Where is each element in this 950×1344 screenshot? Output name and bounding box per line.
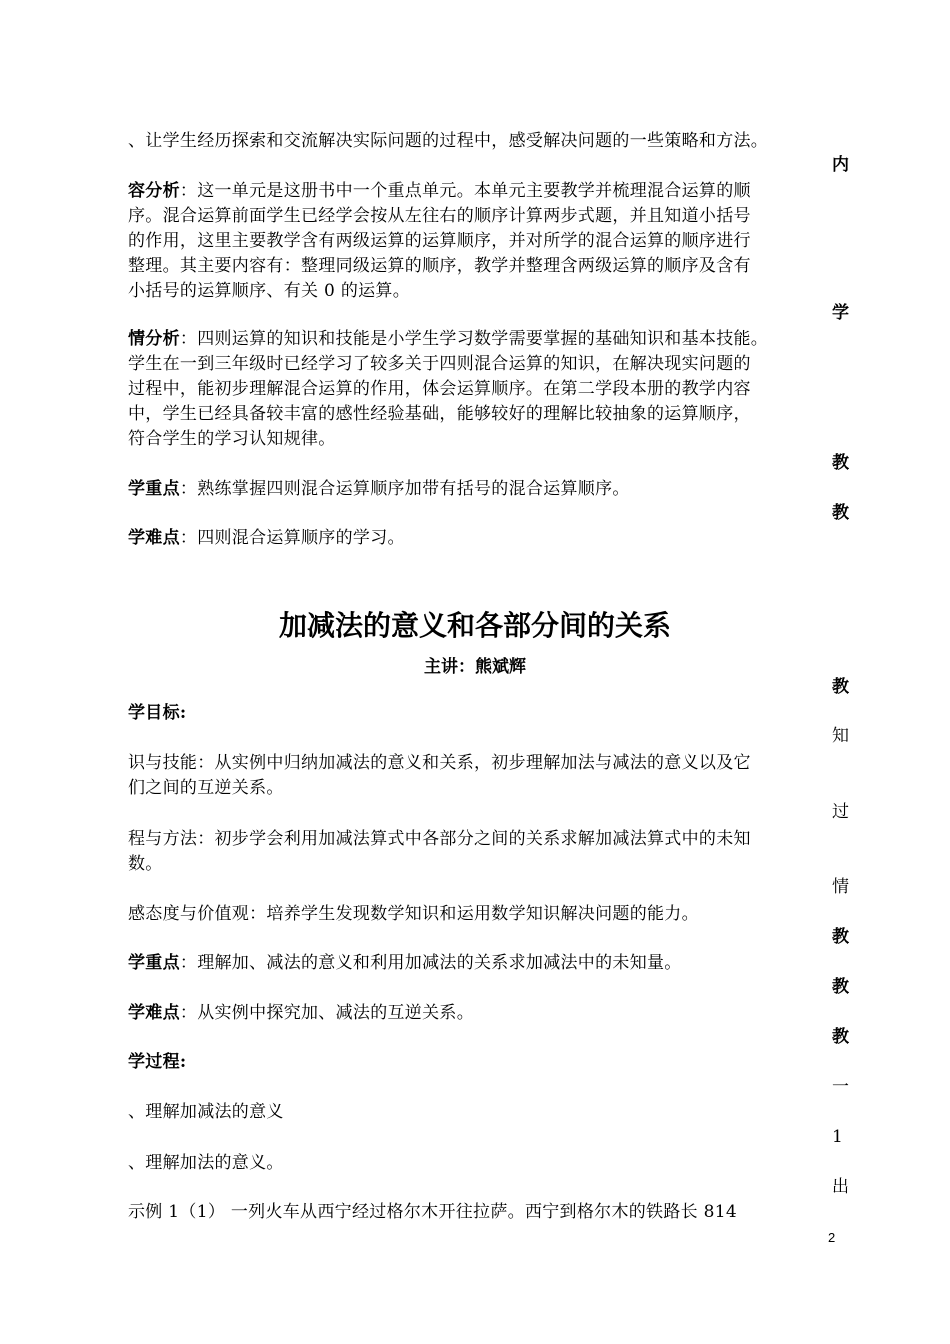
content-analysis-label: 容分析: [128, 181, 180, 201]
learner-analysis-label: 情分析: [128, 329, 180, 349]
goal-knowledge-line: 识与技能：从实例中归纳加减法的意义和关系，初步理解加法与减法的意义以及它: [128, 753, 751, 773]
margin-char: 一: [832, 1077, 849, 1097]
margin-char: 教: [832, 927, 849, 947]
margin-char: 学: [832, 303, 849, 323]
goal-knowledge-line: 们之间的互逆关系。: [128, 778, 284, 798]
content-analysis-line: 的作用，这里主要教学含有两级运算的运算顺序，并对所学的混合运算的顺序进行: [128, 231, 751, 251]
margin-char: 知: [832, 726, 849, 746]
margin-char: 教: [832, 1027, 849, 1047]
content-analysis-line: 容分析：这一单元是这册书中一个重点单元。本单元主要教学并梳理混合运算的顺: [128, 181, 751, 201]
margin-char: 教: [832, 503, 849, 523]
lesson-title: 加减法的意义和各部分间的关系: [278, 609, 671, 642]
content-analysis-line: 小括号的运算顺序、有关 0 的运算。: [128, 281, 411, 301]
key-point-label: 学重点: [128, 479, 180, 499]
speaker: 主讲：熊斌辉: [424, 657, 526, 677]
margin-char: 情: [832, 877, 849, 897]
content-analysis-line: 序。混合运算前面学生已经学会按从左往右的顺序计算两步式题，并且知道小括号: [128, 206, 751, 226]
learner-analysis-line: 情分析：四则运算的知识和技能是小学生学习数学需要掌握的基础知识和基本技能。: [128, 329, 769, 349]
margin-char: 1: [832, 1127, 843, 1147]
margin-char: 过: [832, 802, 849, 822]
goal-attitude-line: 感态度与价值观：培养学生发现数学知识和运用数学知识解决问题的能力。: [128, 904, 699, 924]
learner-analysis-line: 中，学生已经具备较丰富的感性经验基础，能够较好的理解比较抽象的运算顺序，: [128, 404, 751, 424]
margin-char: 内: [832, 155, 849, 175]
goal-process-line: 程与方法：初步学会利用加减法算式中各部分之间的关系求解加减法算式中的未知: [128, 829, 751, 849]
margin-char: 教: [832, 453, 849, 473]
difficulty-line: 学难点：四则混合运算顺序的学习。: [128, 528, 405, 548]
goals-heading: 学目标:: [128, 703, 187, 723]
learner-analysis-line: 过程中，能初步理解混合运算的作用，体会运算顺序。在第二学段本册的教学内容: [128, 379, 751, 399]
content-analysis-line: 整理。其主要内容有：整理同级运算的顺序，教学并整理含两级运算的顺序及含有: [128, 256, 751, 276]
page-number: 2: [828, 1230, 836, 1245]
process-item: 、理解加减法的意义: [128, 1102, 284, 1122]
key-point-line: 学重点：理解加、减法的意义和利用加减法的关系求加减法中的未知量。: [128, 953, 682, 973]
difficulty-line: 学难点：从实例中探究加、减法的互逆关系。: [128, 1003, 475, 1023]
margin-char: 教: [832, 977, 849, 997]
difficulty-label: 学难点: [128, 1003, 180, 1023]
learner-analysis-line: 符合学生的学习认知规律。: [128, 429, 336, 449]
goal-line: 、让学生经历探索和交流解决实际问题的过程中，感受解决问题的一些策略和方法。: [128, 131, 769, 151]
margin-char: 出: [832, 1177, 849, 1197]
key-point-line: 学重点：熟练掌握四则混合运算顺序加带有括号的混合运算顺序。: [128, 479, 630, 499]
process-item: 、理解加法的意义。: [128, 1153, 284, 1173]
margin-char: 教: [832, 677, 849, 697]
goal-process-line: 数。: [128, 854, 163, 874]
example-line: 示例 1（1） 一列火车从西宁经过格尔木开往拉萨。西宁到格尔木的铁路长 814: [128, 1202, 737, 1222]
difficulty-label: 学难点: [128, 528, 180, 548]
process-heading: 学过程:: [128, 1052, 187, 1072]
learner-analysis-line: 学生在一到三年级时已经学习了较多关于四则混合运算的知识，在解决现实问题的: [128, 354, 751, 374]
key-point-label: 学重点: [128, 953, 180, 973]
